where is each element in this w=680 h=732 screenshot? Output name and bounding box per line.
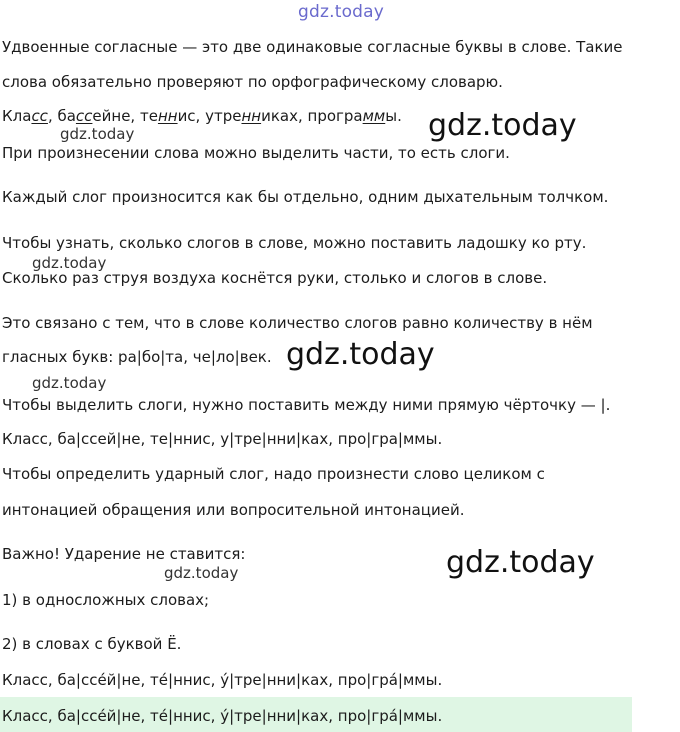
- text-line: Каждый слог произносится как бы отдельно, одним дыхательным толчком.: [2, 188, 609, 206]
- text-line: При произнесении слова можно выделить части, то есть слоги.: [2, 144, 510, 162]
- rule-item: 1) в односложных словах;: [2, 591, 210, 609]
- double-consonant-examples: Класс, бассейне, теннис, утренниках, программы.: [2, 107, 402, 125]
- text-line: гласных букв: ра|бо|та, че|ло|век.: [2, 348, 272, 366]
- watermark-small: gdz.today: [32, 374, 107, 392]
- text-line: слова обязательно проверяют по орфографическому словарю.: [2, 73, 503, 91]
- text-line: Сколько раз струя воздуха коснётся руки, столько и слогов в слове.: [2, 269, 548, 287]
- watermark-small: gdz.today: [32, 254, 107, 272]
- text-line: Класс, ба|ссей|не, те|ннис, у|тре|нни|ках, про|гра|ммы.: [2, 430, 443, 448]
- watermark-top: gdz.today: [298, 2, 385, 22]
- rule-item: 2) в словах с буквой Ё.: [2, 635, 182, 653]
- important-heading: Важно! Ударение не ставится:: [2, 545, 246, 563]
- text-line: интонацией обращения или вопросительной интонацией.: [2, 501, 465, 519]
- watermark-large: gdz.today: [286, 337, 435, 372]
- watermark-large: gdz.today: [446, 545, 595, 580]
- answer-line-highlighted: Класс, ба|ссе́й|не, те́|ннис, у́|тре|нни|ках, про|гра́|ммы.: [2, 707, 443, 725]
- text-line: Это связано с тем, что в слове количество слогов равно количеству в нём: [2, 314, 593, 332]
- text-line: Удвоенные согласные — это две одинаковые согласные буквы в слове. Такие: [2, 38, 623, 56]
- text-line: Чтобы узнать, сколько слогов в слове, можно поставить ладошку ко рту.: [2, 234, 587, 252]
- answer-line: Класс, ба|ссе́й|не, те́|ннис, у́|тре|нни|ках, про|гра́|ммы.: [2, 671, 443, 689]
- watermark-large: gdz.today: [428, 108, 577, 143]
- watermark-small: gdz.today: [164, 564, 239, 582]
- text-line: Чтобы выделить слоги, нужно поставить между ними прямую чёрточку — |.: [2, 396, 611, 414]
- watermark-small: gdz.today: [60, 125, 135, 143]
- text-line: Чтобы определить ударный слог, надо произнести слово целиком с: [2, 465, 545, 483]
